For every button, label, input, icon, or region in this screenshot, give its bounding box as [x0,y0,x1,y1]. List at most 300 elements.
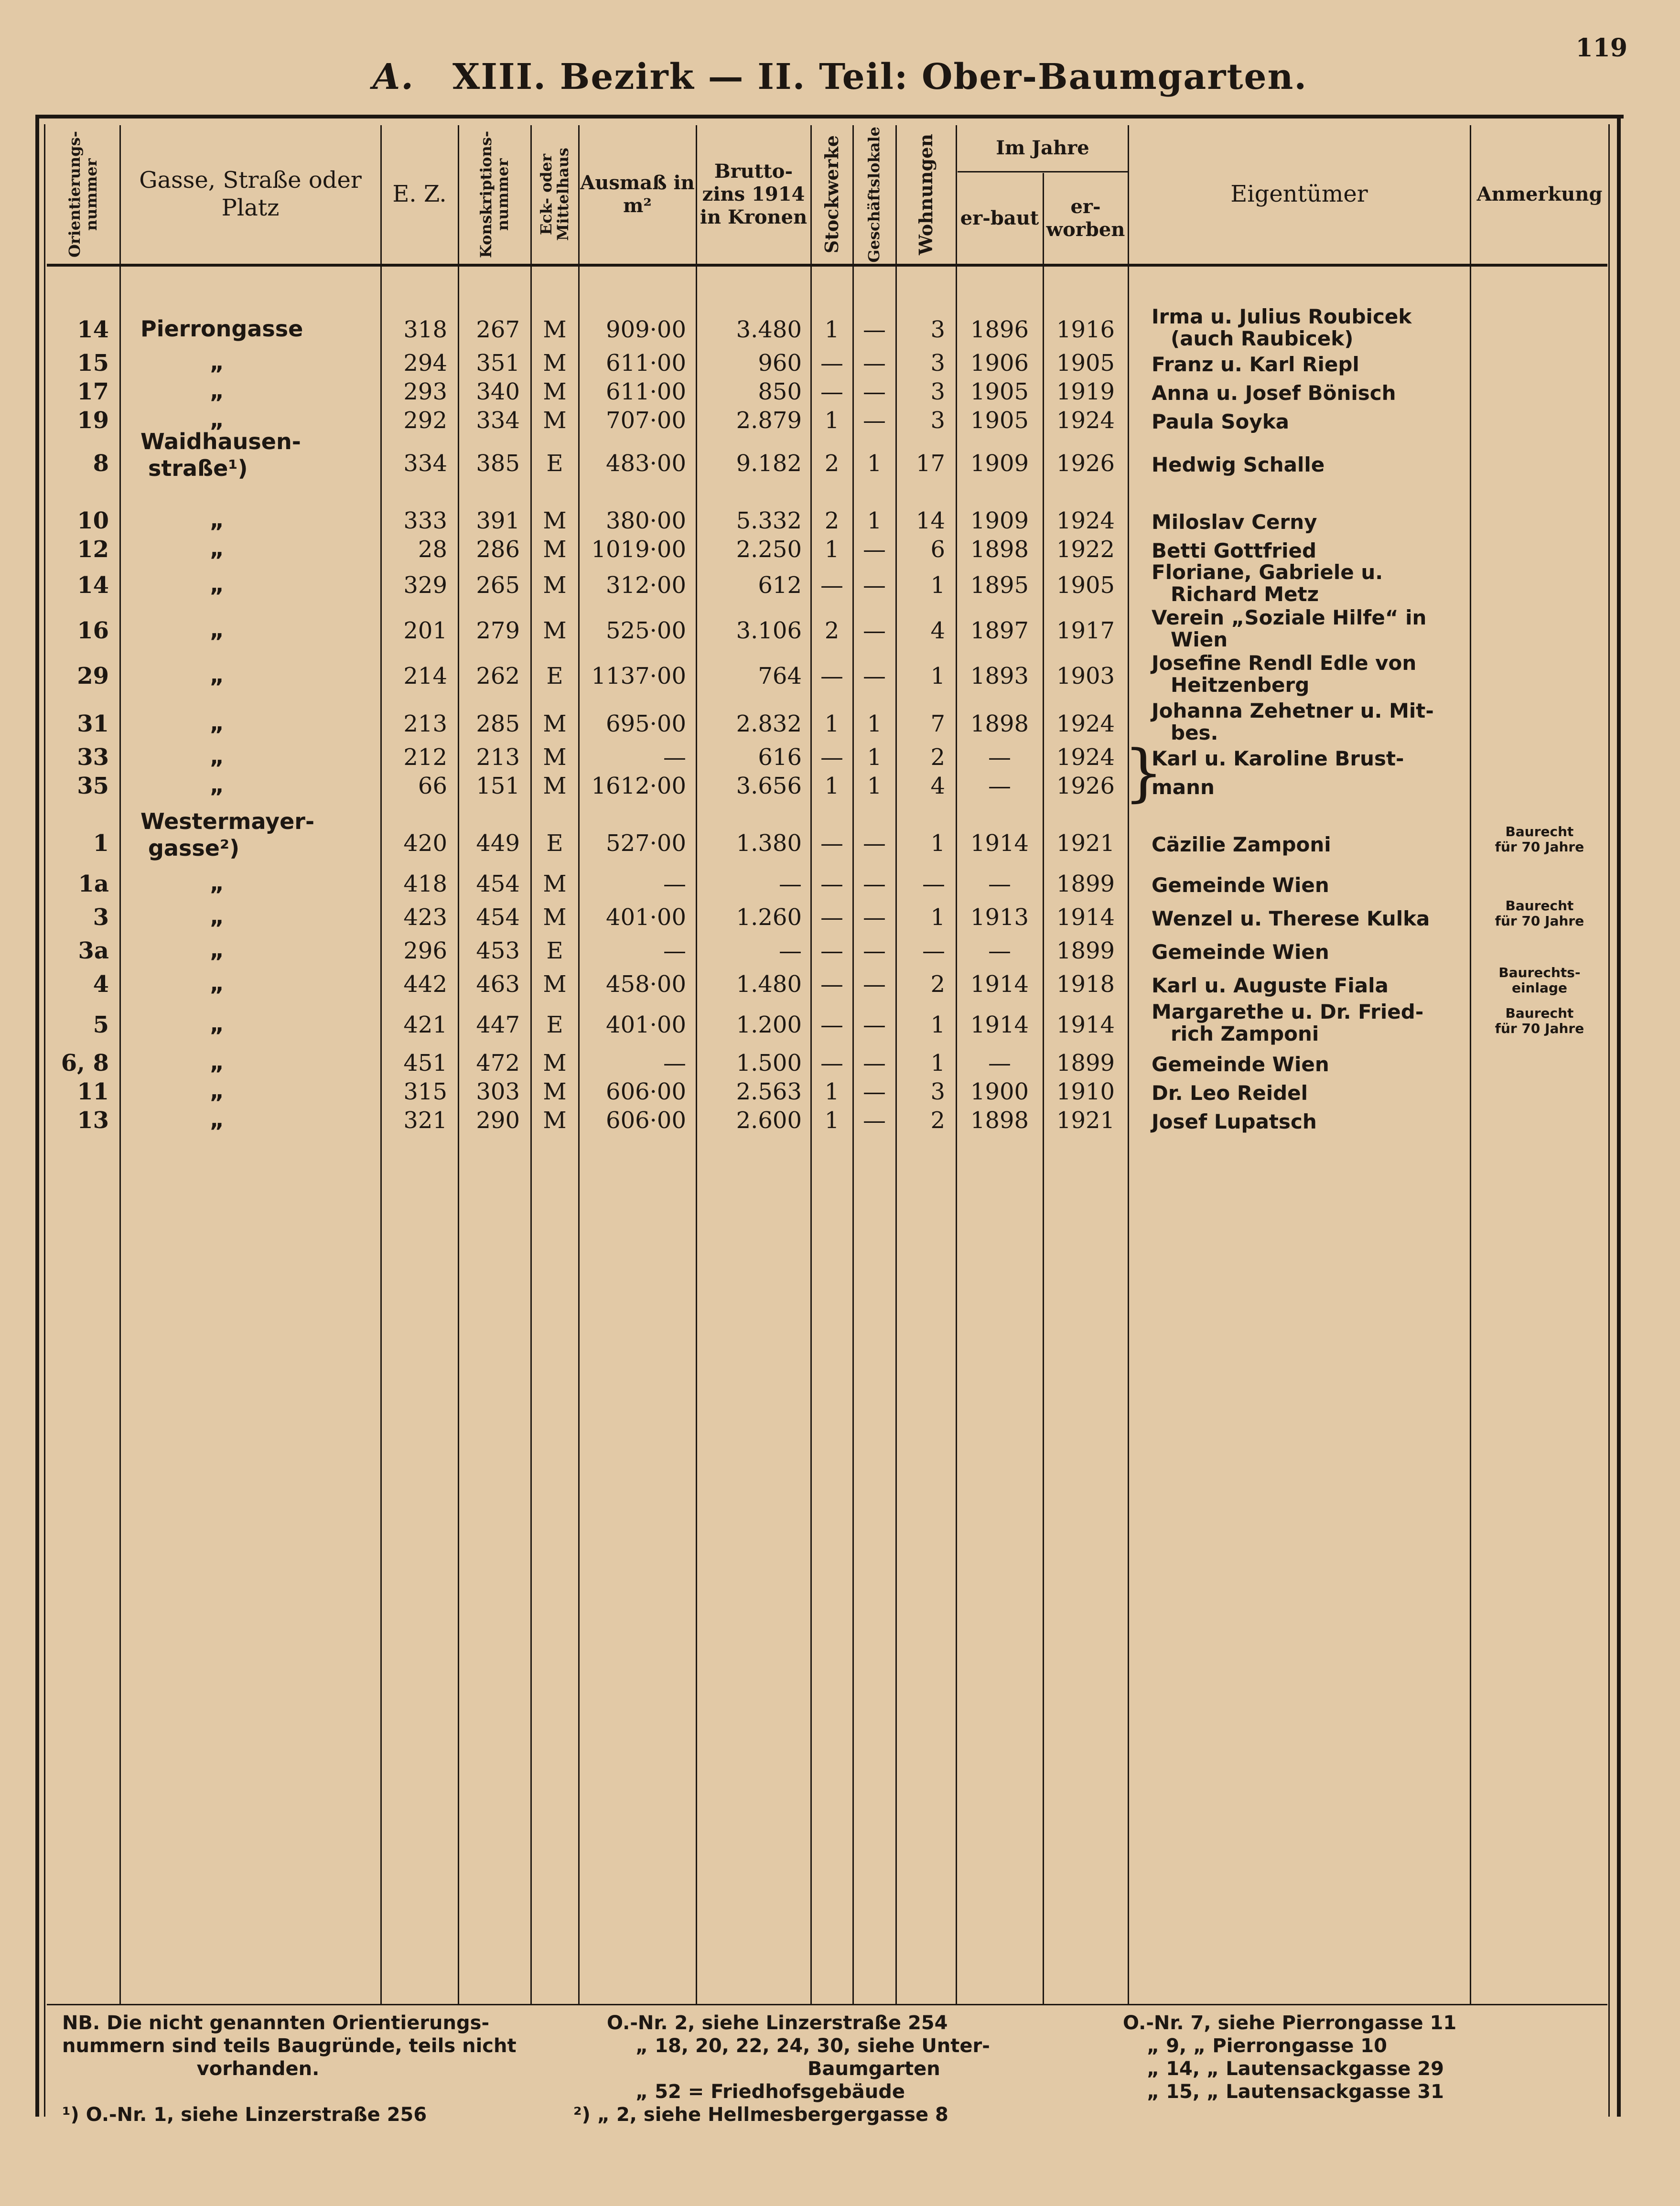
cell-erw: 1916 [1056,316,1115,343]
cell-aus: 483·00 [606,450,686,477]
cell-st: 2 [824,450,840,477]
cell-br: 616 [758,744,802,771]
cell-anmerkung-line2: einlage [1511,980,1568,996]
cell-kn: 453 [476,937,520,964]
cell-eigentuemer-line2: Heitzenberg [1171,673,1310,697]
cell-gasse-line2: gasse²) [148,835,240,861]
cell-br: 3.480 [736,316,802,343]
cell-nr: 11 [77,1078,109,1105]
cell-eigentuemer: Wenzel u. Therese Kulka [1152,907,1430,930]
cell-ge: — [863,1107,886,1134]
cell-ez: 318 [403,316,447,343]
cell-erw: 1921 [1056,830,1115,857]
cell-eigentuemer: Hedwig Schalle [1152,453,1325,476]
cell-erb: 1913 [970,904,1029,931]
cell-erw: 1926 [1056,450,1115,477]
cell-br: 1.200 [736,1012,802,1038]
cell-aus: — [663,937,686,964]
cell-aus: 1137·00 [591,663,686,689]
cell-wo: 6 [930,536,945,563]
cell-aus: 909·00 [606,316,686,343]
cell-anmerkung: Baurecht [1505,824,1574,839]
cell-br: 2.250 [736,536,802,563]
cell-wo: 3 [930,350,945,377]
cell-ge: — [863,830,886,857]
cell-st: — [820,663,843,689]
cell-erw: 1919 [1056,378,1115,405]
cell-kn: 262 [476,663,520,689]
cell-gasse: „ [209,349,225,375]
cell-erw: 1926 [1056,773,1115,799]
cell-erw: 1910 [1056,1078,1115,1105]
cell-st: 1 [824,773,840,799]
cell-em: M [543,507,567,534]
cell-eigentuemer: Irma u. Julius Roubicek [1152,305,1412,328]
cell-em: E [546,937,563,964]
cell-wo: 14 [915,507,945,534]
cell-aus: — [663,744,686,771]
cell-st: — [820,1050,843,1076]
cell-erb: 1896 [970,316,1029,343]
footnote-2: ²) „ 2, siehe Hellmesbergergasse 8 [573,2104,948,2126]
cell-em: M [543,710,567,737]
cell-wo: 2 [930,744,945,771]
cell-ez: 28 [418,536,447,563]
cell-erw: 1903 [1056,663,1115,689]
cell-em: M [543,971,567,998]
cell-ez: 296 [403,937,447,964]
cell-br: — [779,937,802,964]
cell-nr: 5 [93,1012,109,1038]
cell-ge: — [863,1050,886,1076]
cell-kn: 472 [476,1050,520,1076]
cell-erb: 1900 [970,1078,1029,1105]
cell-st: — [820,904,843,931]
cell-kn: 290 [476,1107,520,1134]
cell-eigentuemer: Karl u. Karoline Brust- [1152,747,1404,770]
cell-eigentuemer: Floriane, Gabriele u. [1152,560,1383,584]
cell-erb: 1893 [970,663,1029,689]
cell-wo: 3 [930,1078,945,1105]
cell-gasse: „ [209,662,225,688]
cell-st: 1 [824,316,840,343]
cell-eigentuemer: Margarethe u. Dr. Fried- [1152,1000,1424,1023]
cell-ez: 329 [403,572,447,599]
cell-wo: 1 [930,1050,945,1076]
cell-nr: 6, 8 [61,1050,109,1076]
cell-erb: 1897 [970,617,1029,644]
cell-ez: 315 [403,1078,447,1105]
cell-erw: 1924 [1056,744,1115,771]
cell-nr: 1 [93,830,109,857]
cell-st: — [820,572,843,599]
cell-eigentuemer: Gemeinde Wien [1152,1053,1329,1076]
cell-eigentuemer: Anna u. Josef Bönisch [1152,381,1396,405]
col-header-geschaeft: Geschäftslokale [865,126,883,263]
cell-br: 764 [758,663,802,689]
cell-nr: 12 [77,536,109,563]
cell-ge: — [863,350,886,377]
cell-ez: 423 [403,904,447,931]
cell-anmerkung-line2: für 70 Jahre [1495,913,1584,929]
cell-nr: 17 [77,378,109,405]
cell-eigentuemer-line2: Richard Metz [1171,582,1319,606]
cell-erw: 1899 [1056,1050,1115,1076]
cell-br: 2.879 [736,407,802,434]
cell-erb: — [988,773,1011,799]
footer-right-line2: „ 9, „ Pierrongasse 10 [1147,2035,1387,2057]
cell-aus: 695·00 [606,710,686,737]
cell-br: 2.563 [736,1078,802,1105]
cell-kn: 303 [476,1078,520,1105]
cell-kn: 279 [476,617,520,644]
cell-aus: 458·00 [606,971,686,998]
cell-nr: 14 [77,572,109,599]
cell-kn: 151 [476,773,520,799]
col-header-im-jahre: Im Jahre [996,137,1089,159]
cell-ge: — [863,536,886,563]
cell-nr: 10 [77,507,109,534]
cell-kn: 391 [476,507,520,534]
cell-ge: 1 [867,507,882,534]
cell-eigentuemer-line2: bes. [1171,721,1218,744]
cell-anmerkung: Baurechts- [1498,965,1581,980]
cell-ez: 294 [403,350,447,377]
cell-br: 1.380 [736,830,802,857]
cell-nr: 33 [77,744,109,771]
cell-em: M [543,1078,567,1105]
cell-nr: 1a [78,871,109,897]
cell-kn: 267 [476,316,520,343]
cell-nr: 15 [77,350,109,377]
cell-gasse: „ [209,617,225,643]
cell-erb: 1905 [970,407,1029,434]
cell-ez: 212 [403,744,447,771]
col-header-gasse: Gasse, Straße oder Platz [139,167,362,221]
cell-gasse: Waidhausen- [140,429,301,454]
cell-br: 1.500 [736,1050,802,1076]
cell-kn: 265 [476,572,520,599]
col-header-eigentuemer: Eigentümer [1230,181,1368,208]
cell-erb: — [988,744,1011,771]
brace-symbol: } [1124,736,1163,809]
cell-em: M [543,378,567,405]
cell-ez: 420 [403,830,447,857]
cell-ge: 1 [867,773,882,799]
cell-ge: — [863,1012,886,1038]
cell-st: — [820,744,843,771]
cell-aus: — [663,1050,686,1076]
cell-em: M [543,773,567,799]
cell-st: 1 [824,536,840,563]
cell-ez: 293 [403,378,447,405]
cell-kn: 463 [476,971,520,998]
cell-anmerkung: Baurecht [1505,898,1574,914]
cell-erb: 1909 [970,507,1029,534]
cell-eigentuemer: Gemeinde Wien [1152,940,1329,964]
cell-gasse: „ [209,904,225,929]
cell-ge: — [863,663,886,689]
cell-erb: 1898 [970,710,1029,737]
cell-ge: — [863,904,886,931]
cell-br: 960 [758,350,802,377]
cell-br: 612 [758,572,802,599]
cell-br: 1.260 [736,904,802,931]
cell-eigentuemer-line2: (auch Raubicek) [1171,327,1354,350]
cell-erw: 1917 [1056,617,1115,644]
cell-st: 1 [824,1078,840,1105]
cell-eigentuemer: Verein „Soziale Hilfe“ in [1152,606,1427,629]
cell-gasse: „ [209,571,225,597]
cell-br: 3.106 [736,617,802,644]
cell-ge: 1 [867,744,882,771]
cell-kn: 334 [476,407,520,434]
cell-ez: 333 [403,507,447,534]
col-header-erworben: er-worben [1046,195,1125,241]
cell-kn: 286 [476,536,520,563]
cell-em: M [543,1107,567,1134]
cell-erb: 1914 [970,971,1029,998]
cell-eigentuemer: Cäzilie Zamponi [1152,833,1331,856]
cell-eigentuemer-line2: Wien [1171,628,1228,651]
cell-aus: 527·00 [606,830,686,857]
cell-aus: 611·00 [606,350,686,377]
cell-kn: 385 [476,450,520,477]
cell-st: 2 [824,617,840,644]
page-title-prefix: A. [372,56,415,97]
footer-mid-line3: Baumgarten [808,2058,940,2080]
cell-wo: 3 [930,316,945,343]
cell-wo: 7 [930,710,945,737]
cell-ez: 201 [403,617,447,644]
cell-wo: 17 [915,450,945,477]
cell-aus: 611·00 [606,378,686,405]
cell-gasse: „ [209,970,225,996]
cell-erb: 1898 [970,1107,1029,1134]
footer-right-line4: „ 15, „ Lautensackgasse 31 [1147,2081,1444,2103]
cell-ge: — [863,572,886,599]
cell-gasse: „ [209,1049,225,1075]
cell-anmerkung: Baurecht [1505,1005,1574,1021]
cell-kn: 340 [476,378,520,405]
cell-nr: 19 [77,407,109,434]
cell-wo: 1 [930,830,945,857]
cell-ez: 321 [403,1107,447,1134]
cell-br: 5.332 [736,507,802,534]
cell-erb: 1898 [970,536,1029,563]
col-header-stockwerke: Stockwerke [821,135,843,254]
cell-gasse: „ [209,507,225,533]
col-header-wohnungen: Wohnungen [915,134,937,255]
cell-eigentuemer: Josefine Rendl Edle von [1152,651,1417,675]
cell-em: E [546,663,563,689]
cell-gasse: „ [209,1107,225,1132]
cell-nr: 4 [93,971,109,998]
footer-right-line3: „ 14, „ Lautensackgasse 29 [1147,2058,1444,2080]
cell-eigentuemer: Paula Soyka [1152,410,1290,433]
cell-wo: 1 [930,904,945,931]
cell-gasse: „ [209,1011,225,1037]
cell-ez: 66 [418,773,447,799]
cell-eigentuemer-line2: rich Zamponi [1171,1022,1319,1045]
cell-anmerkung-line2: für 70 Jahre [1495,839,1584,855]
cell-st: 1 [824,710,840,737]
col-header-brutto: Brutto-zins 1914 in Kronen [700,160,808,228]
cell-anmerkung-line2: für 70 Jahre [1495,1021,1584,1036]
cell-em: M [543,904,567,931]
cell-nr: 35 [77,773,109,799]
cell-gasse: „ [209,378,225,404]
cell-ge: — [863,937,886,964]
cell-wo: 2 [930,971,945,998]
cell-ge: — [863,378,886,405]
col-header-ausmass: Ausmaß in m² [580,172,695,217]
cell-gasse: „ [209,937,225,963]
cell-ge: — [863,617,886,644]
cell-ez: 334 [403,450,447,477]
cell-nr: 16 [77,617,109,644]
footer-nb-line3: vorhanden. [196,2058,320,2080]
cell-erw: 1899 [1056,937,1115,964]
col-header-eck: Eck- oder Mittelhaus [537,148,572,241]
cell-aus: 1612·00 [591,773,686,799]
cell-wo: — [922,871,945,897]
cell-wo: 3 [930,378,945,405]
cell-erb: — [988,871,1011,897]
footer-mid-line2: „ 18, 20, 22, 24, 30, siehe Unter- [635,2035,990,2057]
cell-kn: 454 [476,871,520,897]
cell-eigentuemer: Franz u. Karl Riepl [1152,353,1359,376]
cell-eigentuemer: Miloslav Cerny [1152,510,1317,534]
cell-st: — [820,830,843,857]
cell-st: 2 [824,507,840,534]
cell-erb: — [988,1050,1011,1076]
cell-gasse-line2: straße¹) [148,455,248,481]
cell-eigentuemer: Josef Lupatsch [1152,1110,1317,1133]
cell-st: 1 [824,407,840,434]
col-header-ez: E. Z. [392,181,447,208]
cell-st: — [820,378,843,405]
cell-ez: 214 [403,663,447,689]
cell-br: — [779,871,802,897]
cell-aus: 606·00 [606,1078,686,1105]
cell-nr: 13 [77,1107,109,1134]
cell-erw: 1924 [1056,407,1115,434]
cell-erb: 1906 [970,350,1029,377]
cell-gasse: „ [209,870,225,896]
col-header-anmerkung: Anmerkung [1476,183,1603,205]
cell-em: M [543,871,567,897]
cell-st: — [820,871,843,897]
cell-gasse: „ [209,1078,225,1104]
cell-nr: 3a [78,937,109,964]
cell-ez: 451 [403,1050,447,1076]
cell-erb: 1914 [970,830,1029,857]
cell-em: E [546,450,563,477]
cell-br: 850 [758,378,802,405]
col-header-orientierung: Orientierungs-nummer [65,131,100,258]
col-header-konskription: Konskriptions-nummer [476,130,512,258]
cell-erw: 1905 [1056,572,1115,599]
cell-ez: 418 [403,871,447,897]
cell-erw: 1918 [1056,971,1115,998]
cell-br: 9.182 [736,450,802,477]
cell-em: M [543,744,567,771]
cell-erw: 1924 [1056,710,1115,737]
cell-em: M [543,1050,567,1076]
cell-aus: 380·00 [606,507,686,534]
cell-kn: 447 [476,1012,520,1038]
cell-nr: 8 [93,450,109,477]
cell-br: 2.600 [736,1107,802,1134]
cell-aus: 606·00 [606,1107,686,1134]
cell-erw: 1922 [1056,536,1115,563]
footer-nb-line1: NB. Die nicht genannten Orientierungs- [62,2012,490,2034]
footer-mid-line4: „ 52 = Friedhofsgebäude [635,2081,905,2103]
cell-ge: — [863,1078,886,1105]
cell-erw: 1921 [1056,1107,1115,1134]
cell-ez: 442 [403,971,447,998]
cell-br: 3.656 [736,773,802,799]
page-title [0,56,1680,97]
footer-nb-line2: nummern sind teils Baugründe, teils nicht [62,2035,517,2057]
cell-eigentuemer: Gemeinde Wien [1152,873,1329,897]
cell-aus: 1019·00 [591,536,686,563]
cell-br: 2.832 [736,710,802,737]
cell-ez: 292 [403,407,447,434]
cell-gasse: Westermayer- [140,808,315,834]
page-number: 119 [1575,33,1627,63]
cell-erw: 1905 [1056,350,1115,377]
cell-kn: 213 [476,744,520,771]
cell-gasse: „ [209,772,225,798]
cell-nr: 31 [77,710,109,737]
cell-nr: 14 [77,316,109,343]
cell-ge: 1 [867,710,882,737]
page-title-text: XIII. Bezirk — II. Teil: Ober-Baumgarten. [452,56,1308,97]
cell-br: 1.480 [736,971,802,998]
cell-kn: 454 [476,904,520,931]
cell-erw: 1914 [1056,1012,1115,1038]
cell-eigentuemer: Johanna Zehetner u. Mit- [1152,699,1434,722]
cell-em: M [543,316,567,343]
cell-wo: 4 [930,617,945,644]
cell-eigentuemer: Betti Gottfried [1152,539,1317,562]
cell-nr: 3 [93,904,109,931]
col-header-erbaut: er-baut [960,207,1039,229]
cell-gasse: „ [209,710,225,736]
cell-em: M [543,617,567,644]
cell-st: — [820,937,843,964]
cell-aus: 707·00 [606,407,686,434]
cell-nr: 29 [77,663,109,689]
cell-erw: 1914 [1056,904,1115,931]
cell-aus: 401·00 [606,1012,686,1038]
cell-erw: 1899 [1056,871,1115,897]
cell-ge: 1 [867,450,882,477]
cell-kn: 285 [476,710,520,737]
cell-aus: 525·00 [606,617,686,644]
cell-ge: — [863,407,886,434]
cell-aus: 401·00 [606,904,686,931]
cell-erb: 1905 [970,378,1029,405]
cell-wo: 1 [930,1012,945,1038]
cell-em: M [543,572,567,599]
cell-gasse: Pierrongasse [140,316,303,342]
cell-wo: 3 [930,407,945,434]
footnote-1: ¹) O.-Nr. 1, siehe Linzerstraße 256 [62,2104,427,2126]
cell-erw: 1924 [1056,507,1115,534]
